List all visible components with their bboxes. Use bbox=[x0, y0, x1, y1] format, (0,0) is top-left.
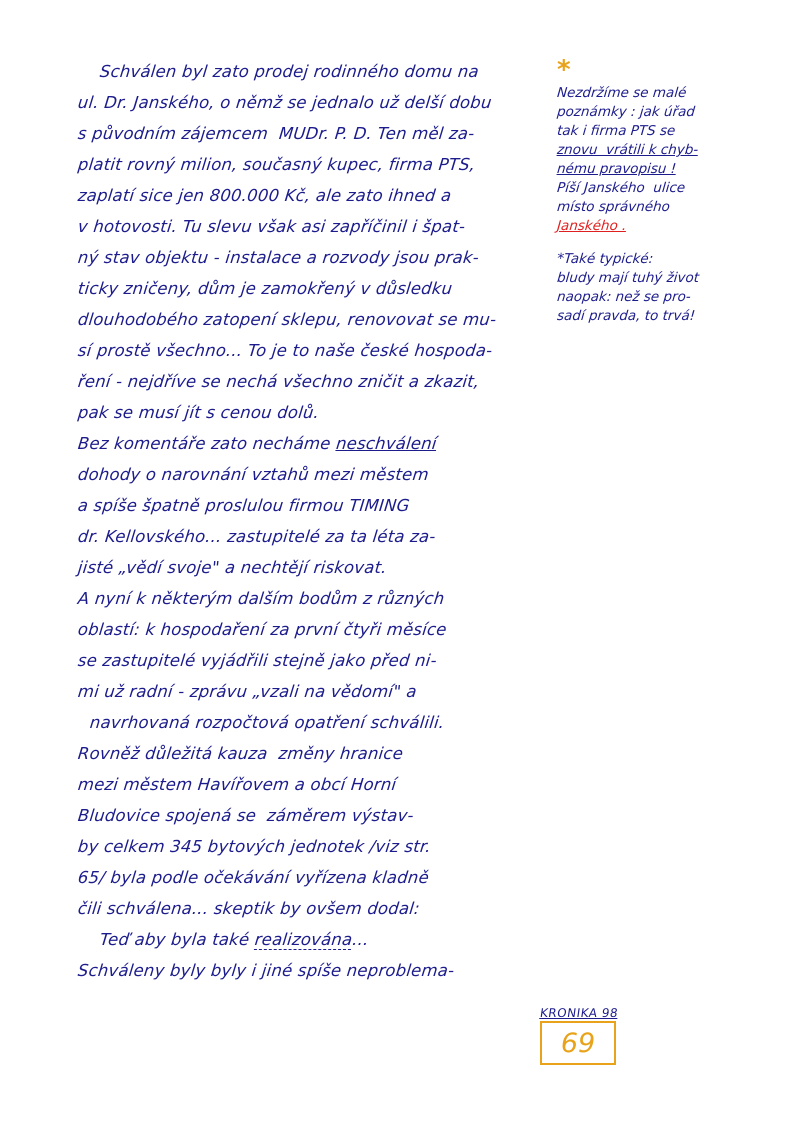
body-line: platit rovný milion, současný kupec, firma PTS, bbox=[77, 155, 477, 174]
margin-note-line: tak i firma PTS se bbox=[556, 123, 677, 139]
body-line: se zastupitelé vyjádřili stejně jako před ni- bbox=[77, 651, 438, 670]
asterisk-icon: * bbox=[556, 251, 565, 267]
margin-note-line: místo správného bbox=[556, 199, 671, 215]
body-line: pak se musí jít s cenou dolů. bbox=[77, 403, 321, 422]
margin-notes bbox=[556, 55, 757, 326]
page-footer bbox=[540, 1006, 650, 1065]
margin-note-underlined: znovu vrátili k chyb- bbox=[556, 142, 699, 158]
body-line: ný stav objektu - instalace a rozvody jsou prak- bbox=[77, 248, 480, 267]
body-line: Rovněž důležitá kauza změny hranice bbox=[77, 744, 405, 763]
body-line: mezi městem Havířovem a obcí Horní bbox=[77, 775, 398, 794]
margin-note-correction: Janského . bbox=[556, 218, 628, 234]
body-line: Schválen byl zato prodej rodinného domu na bbox=[99, 62, 480, 81]
body-line: ření - nejdříve se nechá všechno zničit a zkazit, bbox=[77, 372, 481, 391]
body-line: jisté „vědí svoje" a nechtějí riskovat. bbox=[77, 558, 388, 577]
body-line: dohody o narovnání vztahů mezi městem bbox=[77, 465, 430, 484]
body-line: mi už radní - zprávu „vzali na vědomí" a bbox=[77, 682, 418, 701]
body-line: Teď aby byla také realizována... bbox=[99, 930, 370, 949]
body-line: 65/ byla podle očekávání vyřízena kladně bbox=[77, 868, 431, 887]
body-line: dr. Kellovského... zastupitelé za ta léta za- bbox=[77, 527, 437, 546]
page-number-box bbox=[540, 1021, 616, 1065]
body-line: s původním zájemcem MUDr. P. D. Ten měl za- bbox=[77, 124, 476, 143]
chronicle-label: KRONIKA 98 bbox=[539, 1006, 620, 1020]
body-line: ul. Dr. Janského, o němž se jednalo už delší dobu bbox=[77, 93, 493, 112]
margin-note-line: naopak: než se pro- bbox=[556, 289, 692, 305]
margin-note-underlined: nému pravopisu ! bbox=[556, 161, 677, 177]
body-line: by celkem 345 bytových jednotek /viz str. bbox=[77, 837, 432, 856]
body-line: oblastí: k hospodaření za první čtyři měsíce bbox=[77, 620, 448, 639]
asterisk-icon: * bbox=[557, 55, 571, 85]
body-line: Schváleny byly byly i jiné spíše neproblema- bbox=[77, 961, 456, 980]
margin-note-line: Píší Janského ulice bbox=[556, 180, 686, 196]
margin-note-line bbox=[556, 217, 758, 236]
margin-note-line: poznámky : jak úřad bbox=[556, 104, 696, 120]
body-line: čili schválena... skeptik by ovšem dodal: bbox=[77, 899, 421, 918]
body-line: Bludovice spojená se záměrem výstav- bbox=[77, 806, 415, 825]
margin-note-2 bbox=[557, 250, 757, 326]
margin-note-line bbox=[556, 141, 758, 160]
body-line: navrhovaná rozpočtová opatření schválili. bbox=[89, 713, 446, 732]
body-line: sí prostě všechno... To je to naše české hospoda- bbox=[77, 341, 494, 360]
margin-note-1 bbox=[556, 55, 757, 236]
margin-note-line: bludy mají tuhý život bbox=[556, 270, 700, 286]
body-line: A nyní k některým dalším bodům z různých bbox=[77, 589, 446, 608]
body-line: a spíše špatně proslulou firmou TIMING bbox=[77, 496, 411, 515]
body-line: v hotovosti. Tu slevu však asi zapříčinil i špat- bbox=[77, 217, 467, 236]
margin-note-line bbox=[556, 250, 758, 269]
handwritten-body-text bbox=[78, 56, 548, 986]
margin-note-text: Také typické: bbox=[563, 251, 654, 267]
margin-note-line bbox=[556, 160, 758, 179]
page-number: 69 bbox=[560, 1027, 596, 1059]
margin-note-line: sadí pravda, to trvá! bbox=[556, 308, 696, 324]
body-line: dlouhodobého zatopení sklepu, renovovat se mu- bbox=[77, 310, 498, 329]
margin-note-line: Nezdržíme se malé bbox=[556, 85, 688, 101]
body-line: Bez komentáře zato necháme neschválení bbox=[77, 434, 438, 453]
body-line: ticky zničeny, dům je zamokřený v důsledku bbox=[77, 279, 454, 298]
body-line: zaplatí sice jen 800.000 Kč, ale zato ihned a bbox=[77, 186, 453, 205]
